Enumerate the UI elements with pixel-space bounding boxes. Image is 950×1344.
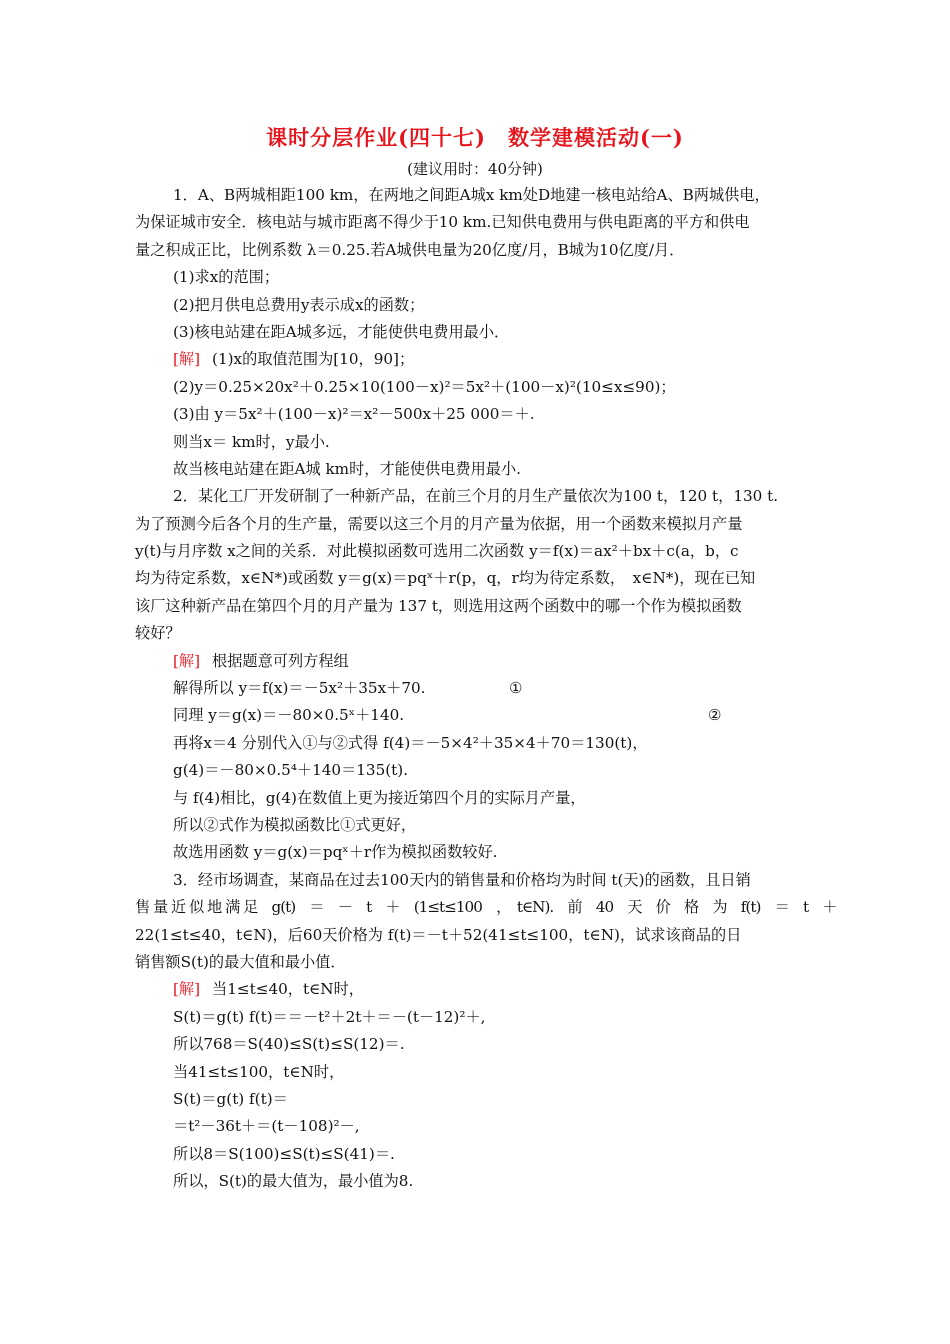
- problem-2: [135, 483, 817, 866]
- problem-2-line: 2．某化工厂开发研制了一种新产品，在前三个月的月生产量依次为100 t，120 t，130 t.: [173, 487, 779, 506]
- solution-3-line: [135, 976, 817, 1003]
- solution-3-line: 所以，S(t)的最大值为，最小值为8.: [173, 1172, 414, 1191]
- solution-tag: [解]: [173, 350, 201, 369]
- solution-1-line: (2)y＝0.25×20x²＋0.25×10(100－x)²＝5x²＋(100－x)²(10≤x≤90)；: [173, 377, 676, 396]
- equation-1: 解得所以 y＝f(x)＝－5x²＋35x＋70.: [173, 679, 426, 698]
- problem-2-line: 较好？: [135, 624, 181, 643]
- solution-3-line: ＝t²－36t＋＝(t－108)²－,: [173, 1117, 360, 1136]
- solution-3-line: 当41≤t≤100，t∈N时，: [173, 1062, 345, 1081]
- problem-1-line: (1)求x的范围；: [173, 268, 280, 287]
- problem-3: [135, 867, 837, 1196]
- solution-2-line: 所以②式作为模拟函数比①式更好，: [173, 815, 416, 834]
- solution-3-line: S(t)＝g(t) f(t)＝: [173, 1089, 288, 1108]
- solution-1-line: (3)由 y＝5x²＋(100－x)²＝x²－500x＋25 000＝＋.: [173, 405, 535, 424]
- solution-1-line: 则当x＝ km时，y最小.: [173, 432, 330, 451]
- problem-2-line: 为了预测今后各个月的生产量，需要以这三个月的月产量为依据，用一个函数来模拟月产量: [135, 514, 743, 533]
- solution-2-line: [135, 648, 817, 675]
- problem-3-line: 3．经市场调查，某商品在过去100天内的销售量和价格均为时间 t(天)的函数，且日销: [173, 870, 751, 889]
- solution-3-line: 所以768＝S(40)≤S(t)≤S(12)＝.: [173, 1035, 405, 1054]
- suggested-time: (建议用时：40分钟): [407, 160, 543, 178]
- problem-1-line: 1．A、B两城相距100 km，在两地之间距A城x km处D地建一核电站给A、B两城供电，: [173, 186, 770, 204]
- solution-1-text: (1)x的取值范围为[10，90]；: [212, 350, 415, 369]
- problem-2-line: y(t)与月序数 x之间的关系．对此模拟函数可选用二次函数 y＝f(x)＝ax²＋bx＋c(a，b，c: [135, 542, 739, 561]
- problem-3-line: 22(1≤t≤40，t∈N)，后60天价格为 f(t)＝－t＋52(41≤t≤100，t∈N)，试求该商品的日: [135, 925, 742, 944]
- solution-2-text: 根据题意可列方程组: [212, 651, 349, 670]
- equation-2-marker: ②: [708, 706, 722, 725]
- document-title: 课时分层作业(四十七) 数学建模活动(一): [266, 125, 684, 150]
- document-body: [135, 182, 837, 1195]
- solution-1-line: [135, 346, 817, 373]
- solution-2-line: g(4)＝－80×0.5⁴＋140＝135(t).: [173, 761, 409, 780]
- solution-2-line: 故选用函数 y＝g(x)＝pqˣ＋r作为模拟函数较好.: [173, 843, 498, 862]
- problem-3-line: 销售额S(t)的最大值和最小值．: [135, 952, 346, 971]
- problem-2-line: 均为待定系数，x∈N*)或函数 y＝g(x)＝pqˣ＋r(p，q，r均为待定系数， x∈N*)，现在已知: [135, 569, 756, 588]
- problem-2-line: 该厂这种新产品在第四个月的月产量为 137 t，则选用这两个函数中的哪一个作为模拟函数: [135, 596, 742, 615]
- equation-2-line: [135, 702, 817, 729]
- problem-3-line: 售 量 近 似 地 满 足 g(t) ＝ － t ＋ (1≤t≤100 ， t∈N). 前 40 天 价 格 为 f(t) ＝ t ＋: [135, 898, 837, 917]
- solution-tag: [解]: [173, 651, 201, 670]
- solution-tag: [解]: [173, 980, 201, 999]
- solution-3-line: 所以8＝S(100)≤S(t)≤S(41)＝.: [173, 1144, 395, 1163]
- problem-1-line: (3)核电站建在距A城多远，才能使供电费用最小．: [173, 322, 510, 341]
- equation-1-line: [135, 675, 817, 702]
- equation-1-marker: ①: [509, 679, 523, 698]
- problem-1: [135, 182, 817, 483]
- problem-1-line: 量之积成正比，比例系数 λ＝0.25.若A城供电量为20亿度/月，B城为10亿度/月．: [135, 240, 685, 259]
- equation-2: 同理 y＝g(x)＝－80×0.5ˣ＋140.: [173, 706, 405, 725]
- problem-1-line: 为保证城市安全．核电站与城市距离不得少于10 km.已知供电费用与供电距离的平方和供电: [135, 213, 750, 232]
- solution-2-line: 与 f(4)相比，g(4)在数值上更为接近第四个月的实际月产量，: [173, 788, 586, 807]
- problem-1-line: (2)把月供电总费用y表示成x的函数；: [173, 295, 425, 314]
- solution-3-text: 当1≤t≤40，t∈N时，: [212, 980, 364, 999]
- solution-2-line: 再将x＝4 分别代入①与②式得 f(4)＝－5×4²＋35×4＋70＝130(t)，: [173, 733, 648, 752]
- solution-3-line: S(t)＝g(t) f(t)＝＝－t²＋2t＋＝－(t－12)²＋,: [173, 1007, 486, 1026]
- solution-1-line: 故当核电站建在距A城 km时，才能使供电费用最小.: [173, 459, 521, 478]
